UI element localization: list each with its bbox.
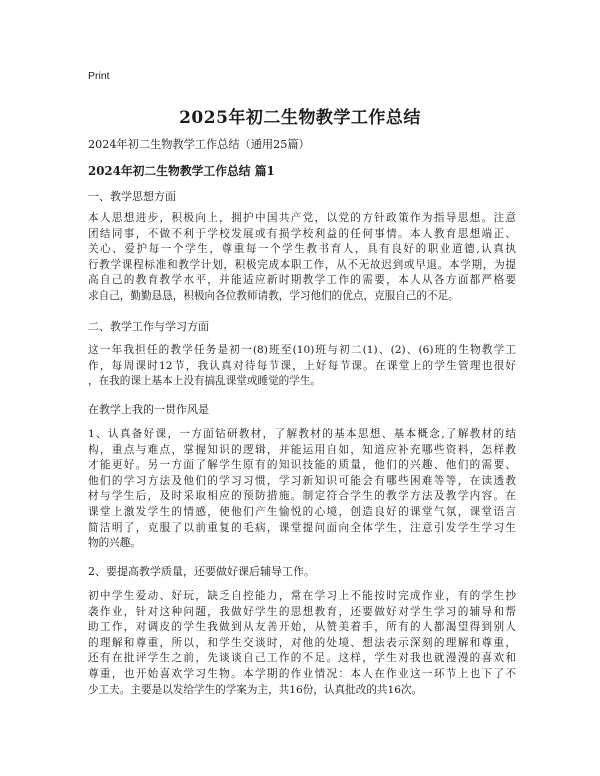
text-line: 助工作，对调皮的学生我做到从友善开始，从赞美着手，所有的人都渴望得到别人 [88, 621, 516, 634]
text-line: 求自己，勤勤恳恳，积极向各位教师请教，学习他们的优点，克服自己的不足。 [88, 289, 459, 302]
text-line: 高自己的教育教学水平，并能适应新时期教学工作的需要，本人从各方面都严格要 [88, 274, 516, 287]
text-line: 团结同事，不做不利于学校发展或有损学校利益的任何事情。本人教育思想端正、 [88, 227, 516, 240]
document-subtitle: 2024年初二生物教学工作总结（通用25篇） [88, 138, 310, 151]
text-line: 构，重点与难点，掌握知识的逻辑，并能运用自如，知道应补充哪些资料，怎样教 [88, 443, 516, 456]
text-line: 他们的学习方法及他们的学习习惯，学习新知识可能会有哪些困难等等，在读透教 [88, 474, 516, 487]
text-line: 作，每周课时12节，我认真对待每节课，上好每节课。在课堂上的学生管理也很好 [88, 359, 516, 372]
text-line: 还有在批评学生之前，先谈谈自己工作的不足。这样，学生对我也就漫漫的喜欢和 [88, 652, 516, 665]
paragraph-tutoring-intro: 2、要提高教学质量，还要做好课后辅导工作。 [88, 565, 315, 578]
text-line: 少工夫。主要是以发给学生的学案为主，共16份，认真批改的共16次。 [88, 683, 423, 696]
text-line: 初中学生爱动、好玩，缺乏自控能力，常在学习上不能按时完成作业，有的学生抄 [88, 590, 516, 602]
text-line: 物的兴趣。 [88, 537, 141, 550]
section-heading: 2024年初二生物教学工作总结 篇1 [88, 164, 275, 178]
document-title: 2025年初二生物教学工作总结 [179, 108, 421, 128]
heading-teaching-thought: 一、教学思想方面 [88, 190, 176, 203]
text-line: 1、认真备好课，一方面钻研教材，了解教材的基本思想、基本概念,了解教材的结 [88, 428, 516, 440]
text-line: 袭作业，针对这种问题，我做好学生的思想教育，还要做好对学生学习的辅导和帮 [88, 605, 516, 618]
paragraph-teaching-work [88, 343, 516, 390]
text-line: 课堂上激发学生的情感，使他们产生愉悦的心境，创造良好的课堂气氛，课堂语言 [88, 505, 516, 518]
print-link[interactable]: Print [88, 70, 110, 82]
text-line: 这一年我担任的教学任务是初一(8)班至(10)班与初二(1)、(2)、(6)班的生物教学工 [88, 344, 516, 356]
text-line: 的理解和尊重，所以，和学生交谈时，对他的处境、想法表示深刻的理解和尊重， [88, 636, 516, 649]
text-line: 简洁明了，克服了以前重复的毛病，课堂提问面向全体学生，注意引发学生学习生 [88, 521, 516, 534]
text-line: ，在我的课上基本上没有搞乱课堂或睡觉的学生。 [88, 375, 322, 388]
paragraph-style-intro: 在教学上我的一贯作风是 [88, 403, 209, 416]
paragraph-teaching-thought [88, 211, 516, 305]
text-line: 关心、爱护每一个学生，尊重每一个学生教书育人，具有良好的职业道德,认真执 [88, 243, 516, 256]
paragraph-prepare-lessons [88, 427, 516, 552]
heading-teaching-work: 二、教学工作与学习方面 [88, 320, 209, 333]
text-line: 才能更好。另一方面了解学生原有的知识技能的质量，他们的兴趣、他们的需要、 [88, 459, 516, 472]
paragraph-tutoring [88, 589, 516, 698]
text-line: 行教学课程标准和教学计划，积极完成本职工作，从不无故迟到或早退。本学期，为提 [88, 258, 516, 271]
text-line: 材与学生后，及时采取相应的预防措施。制定符合学生的教学方法及教学内容。在 [88, 490, 516, 503]
text-line: 尊重，也开始喜欢学习生物。本学期的作业情况：本人在作业这一环节上也下了不 [88, 667, 516, 680]
text-line: 本人思想进步，积极向上，拥护中国共产党，以党的方针政策作为指导思想。注意 [88, 212, 516, 224]
